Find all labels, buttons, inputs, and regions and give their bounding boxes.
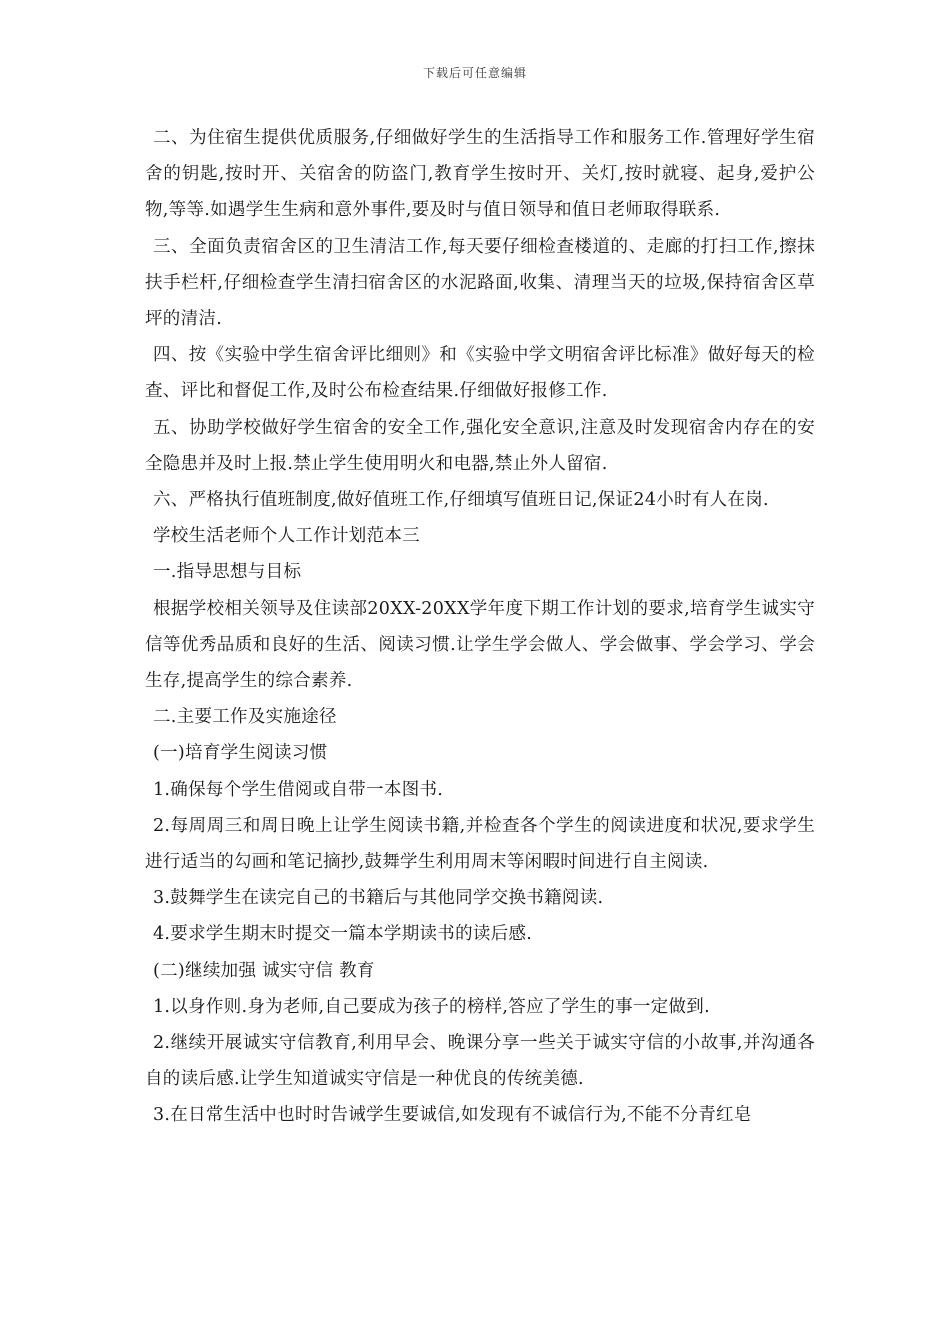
- paragraph: 六、严格执行值班制度,做好值班工作,仔细填写值班日记,保证24小时有人在岗.: [153, 490, 769, 511]
- subsection-heading: (二)继续加强 诚实守信 教育: [153, 960, 375, 981]
- paragraph: 根据学校相关领导及住读部20XX-20XX学年度下期工作计划的要求,培育学生诚实守信等优秀品质和良好的生活、阅读习惯.让学生学会做人、学会做事、学会学习、学会生存,提高学生的综合素养.: [145, 598, 815, 692]
- paragraph: 五、协助学校做好学生宿舍的安全工作,强化安全意识,注意及时发现宿舍内存在的安全隐患并及时上报.禁止学生使用明火和电器,禁止外人留宿.: [145, 417, 815, 474]
- list-item: 2.每周周三和周日晚上让学生阅读书籍,并检查各个学生的阅读进度和状况,要求学生进行适当的勾画和笔记摘抄,鼓舞学生利用周末等闲暇时间进行自主阅读.: [145, 815, 815, 873]
- list-item: 4.要求学生期末时提交一篇本学期读书的读后感.: [153, 924, 533, 945]
- list-item: 1.以身作则.身为老师,自己要成为孩子的榜样,答应了学生的事一定做到.: [153, 996, 710, 1017]
- paragraph: 二、为住宿生提供优质服务,仔细做好学生的生活指导工作和服务工作.管理好学生宿舍的钥匙,按时开、关宿舍的防盗门,教育学生按时开、关灯,按时就寝、起身,爱护公物,等等.如遇学生生病和意外事件,要及时与值日领导和值日老师取得联系.: [145, 128, 815, 221]
- subsection-heading: (一)培育学生阅读习惯: [153, 743, 328, 764]
- section-heading: 二.主要工作及实施途径: [153, 707, 337, 728]
- list-item: 3.鼓舞学生在读完自己的书籍后与其他同学交换书籍阅读.: [153, 888, 604, 909]
- paragraph: 四、按《实验中学生宿舍评比细则》和《实验中学文明宿舍评比标准》做好每天的检查、评比和督促工作,及时公布检查结果.仔细做好报修工作.: [145, 345, 815, 402]
- list-item: 3.在日常生活中也时时告诫学生要诚信,如发现有不诚信行为,不能不分青红皂: [153, 1105, 752, 1126]
- page-header: 下载后可任意编辑: [422, 66, 527, 80]
- list-item: 2.继续开展诚实守信教育,利用早会、晚课分享一些关于诚实守信的小故事,并沟通各自的读后感.让学生知道诚实守信是一种优良的传统美德.: [145, 1033, 815, 1090]
- paragraph: 三、全面负责宿舍区的卫生清洁工作,每天要仔细检查楼道的、走廊的打扫工作,擦抹扶手栏杆,仔细检查学生清扫宿舍区的水泥路面,收集、清理当天的垃圾,保持宿舍区草坪的清洁.: [145, 236, 815, 330]
- section-title: 学校生活老师个人工作计划范本三: [153, 526, 420, 547]
- document-body: [145, 120, 815, 1134]
- section-heading: 一.指导思想与目标: [153, 562, 302, 583]
- list-item: 1.确保每个学生借阅或自带一本图书.: [153, 779, 444, 800]
